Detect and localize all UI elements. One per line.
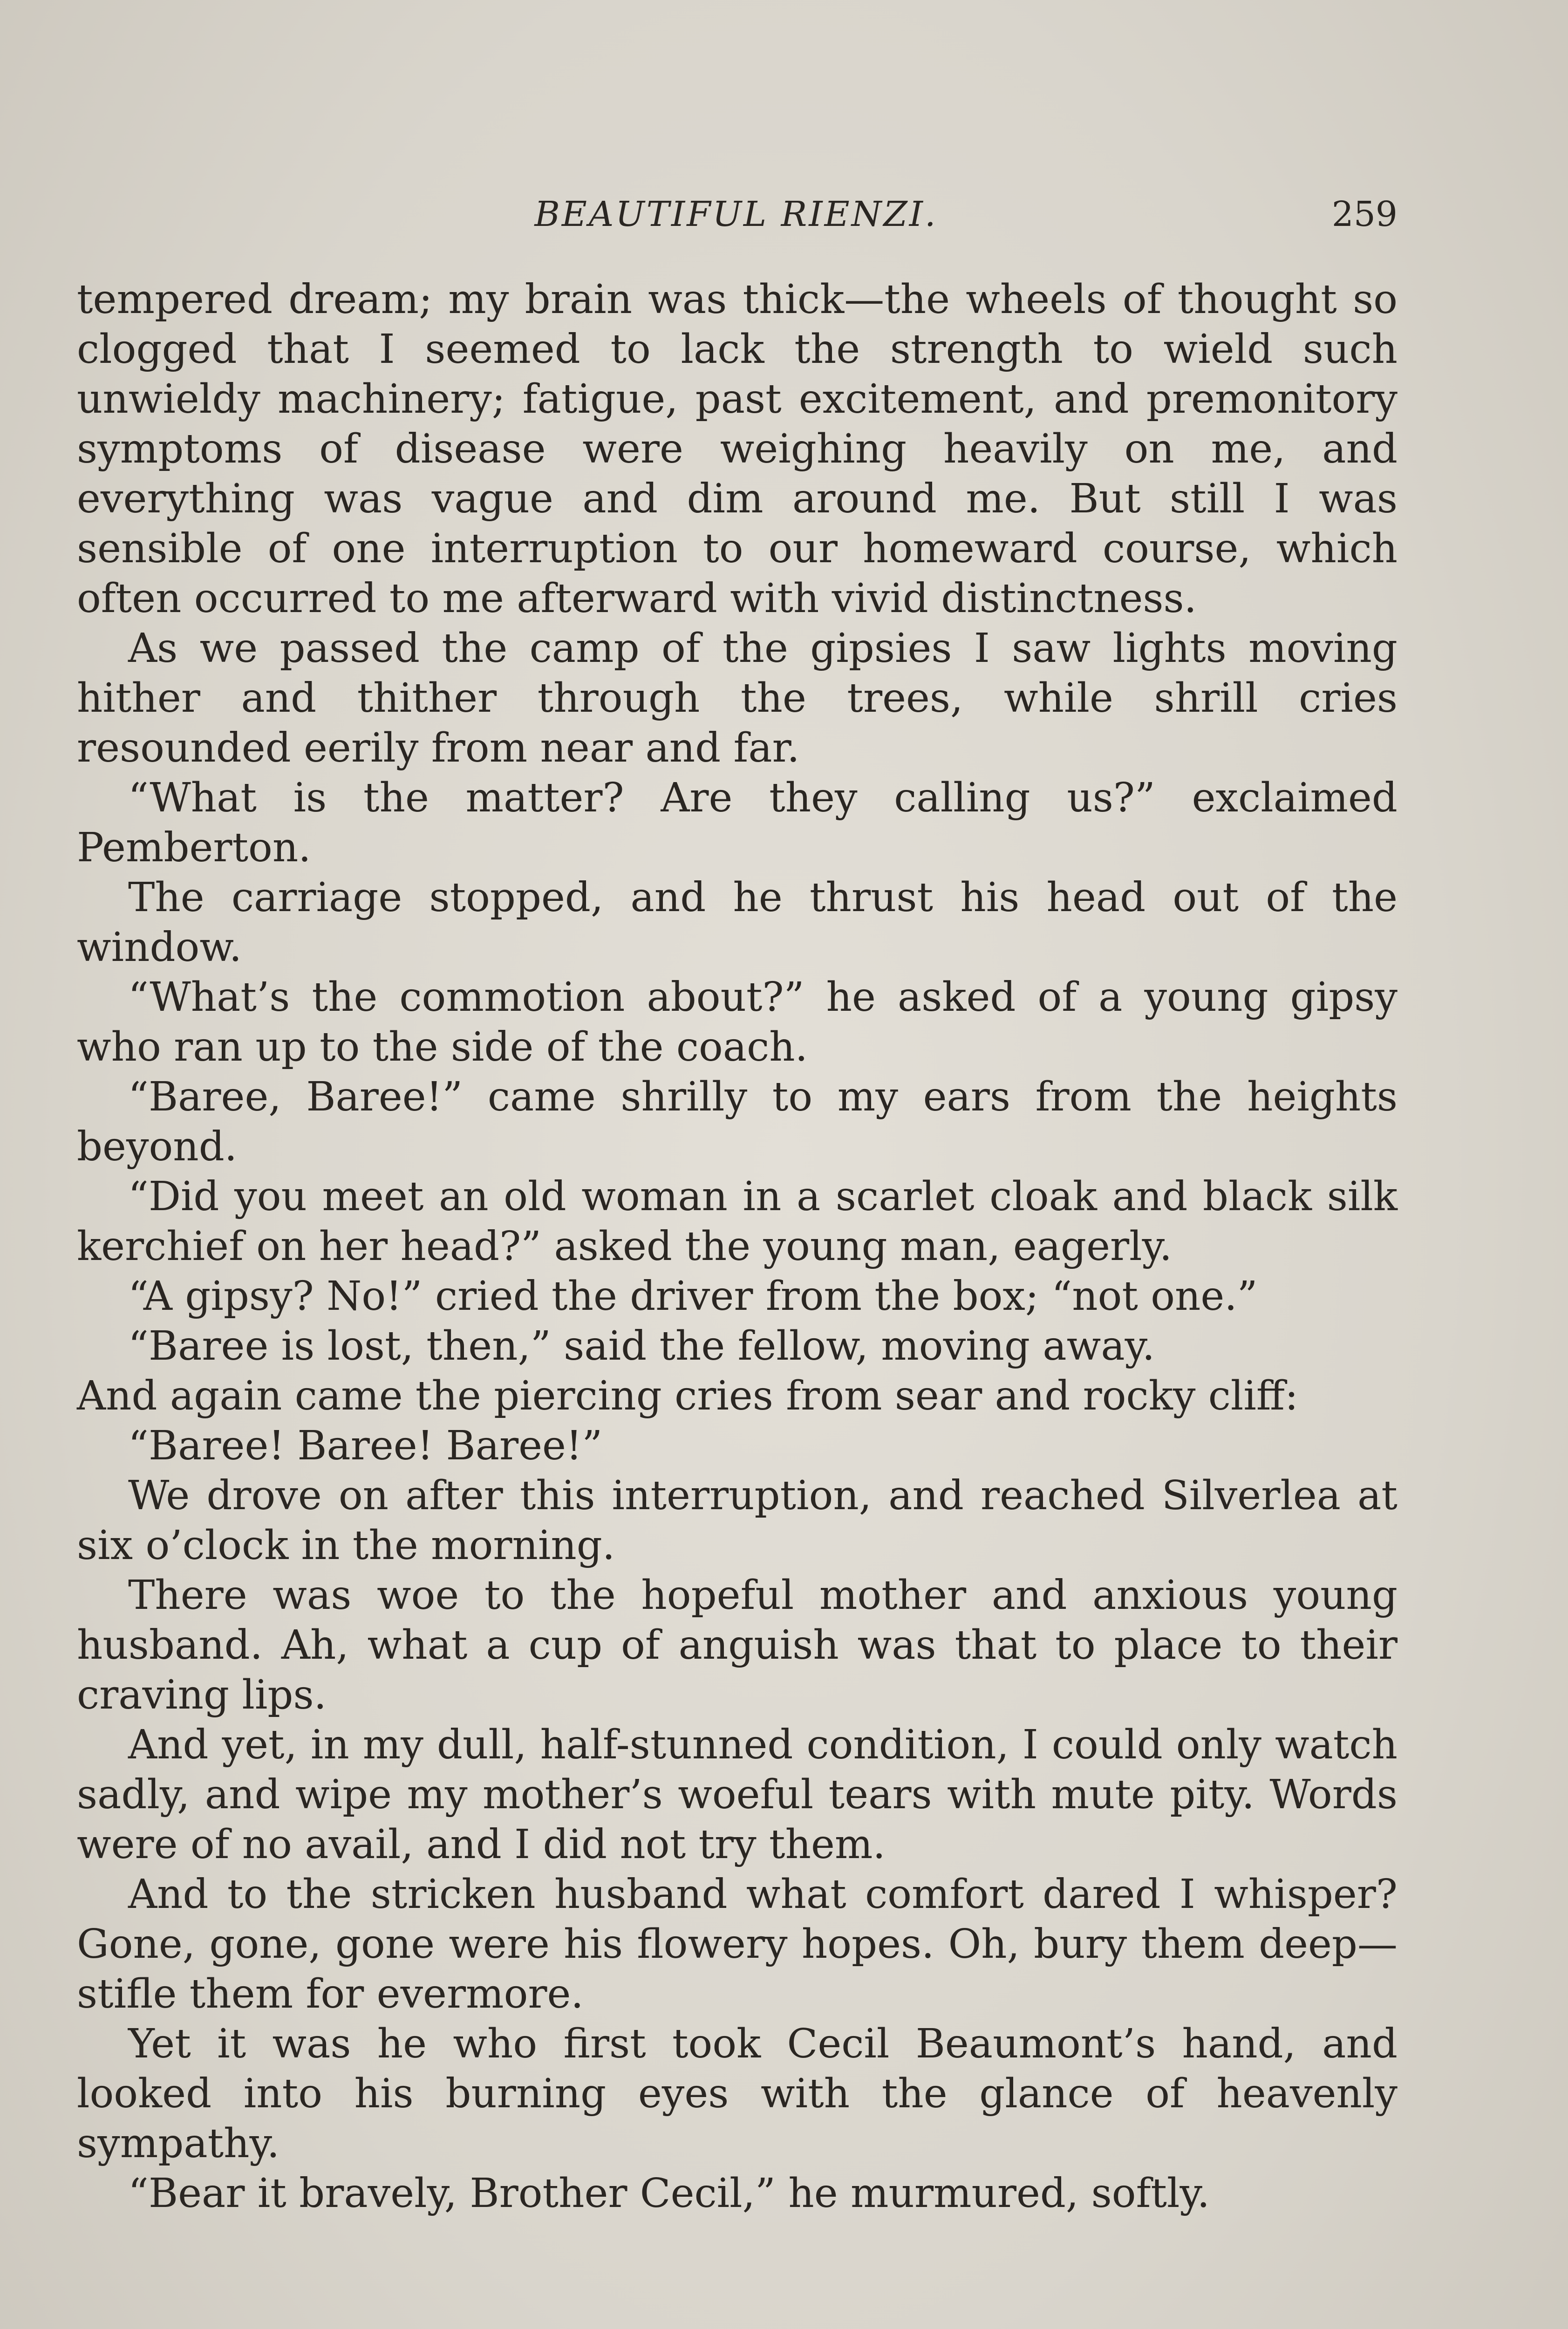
- paragraph: “Baree is lost, then,” said the fellow, moving away.: [128, 1323, 1155, 1369]
- paragraph: As we passed the camp of the gipsies I saw lights moving hither and thither through the trees, while shrill cries resounded eerily from near and far.: [77, 625, 1398, 771]
- paragraph: And again came the piercing cries from sear and rocky cliff:: [77, 1373, 1298, 1419]
- paragraph: “Baree! Baree! Baree!”: [128, 1423, 603, 1469]
- paragraph: “Bear it bravely, Brother Cecil,” he murmured, softly.: [128, 2170, 1210, 2217]
- paragraph: “What is the matter? Are they calling us?” exclaimed Pemberton.: [77, 775, 1398, 871]
- paragraph: “Baree, Baree!” came shrilly to my ears from the heights beyond.: [77, 1074, 1398, 1170]
- page-number: 259: [1331, 194, 1398, 234]
- paragraph: tempered dream; my brain was thick—the wheels of thought so clogged that I seemed to lack the strength to wield such unwieldy machinery; fatigue, past excitement, and premonitory symptoms of disease were weighing heavily on me, and everything was vague and dim around me. But still I was sensible of one interruption to our homeward course, which often occurred to me afterward with vivid distinctness.: [77, 276, 1398, 622]
- paragraph: We drove on after this interruption, and reached Silverlea at six o’clock in the morning.: [77, 1472, 1398, 1569]
- running-title: BEAUTIFUL RIENZI.: [534, 194, 938, 234]
- paragraph: The carriage stopped, and he thrust his head out of the window.: [77, 874, 1398, 971]
- paragraph: And to the stricken husband what comfort dared I whisper? Gone, gone, gone were his flowery hopes. Oh, bury them deep—stifle them for evermore.: [77, 1871, 1398, 2017]
- paragraph: “What’s the commotion about?” he asked of a young gipsy who ran up to the side of the coach.: [77, 974, 1398, 1070]
- paragraph: “Did you meet an old woman in a scarlet cloak and black silk kerchief on her head?” asked the young man, eagerly.: [77, 1173, 1398, 1270]
- paragraph: And yet, in my dull, half-stunned condition, I could only watch sadly, and wipe my mother’s woeful tears with mute pity. Words were of no avail, and I did not try them.: [77, 1722, 1398, 1868]
- paragraph: Yet it was he who first took Cecil Beaumont’s hand, and looked into his burning eyes with the glance of heavenly sympathy.: [77, 2021, 1398, 2167]
- page-header: [75, 186, 1398, 242]
- paragraph: “A gipsy? No!” cried the driver from the box; “not one.”: [128, 1273, 1258, 1320]
- paragraph: There was woe to the hopeful mother and anxious young husband. Ah, what a cup of anguish was that to place to their craving lips.: [77, 1572, 1398, 1718]
- body-text: [77, 275, 1398, 2219]
